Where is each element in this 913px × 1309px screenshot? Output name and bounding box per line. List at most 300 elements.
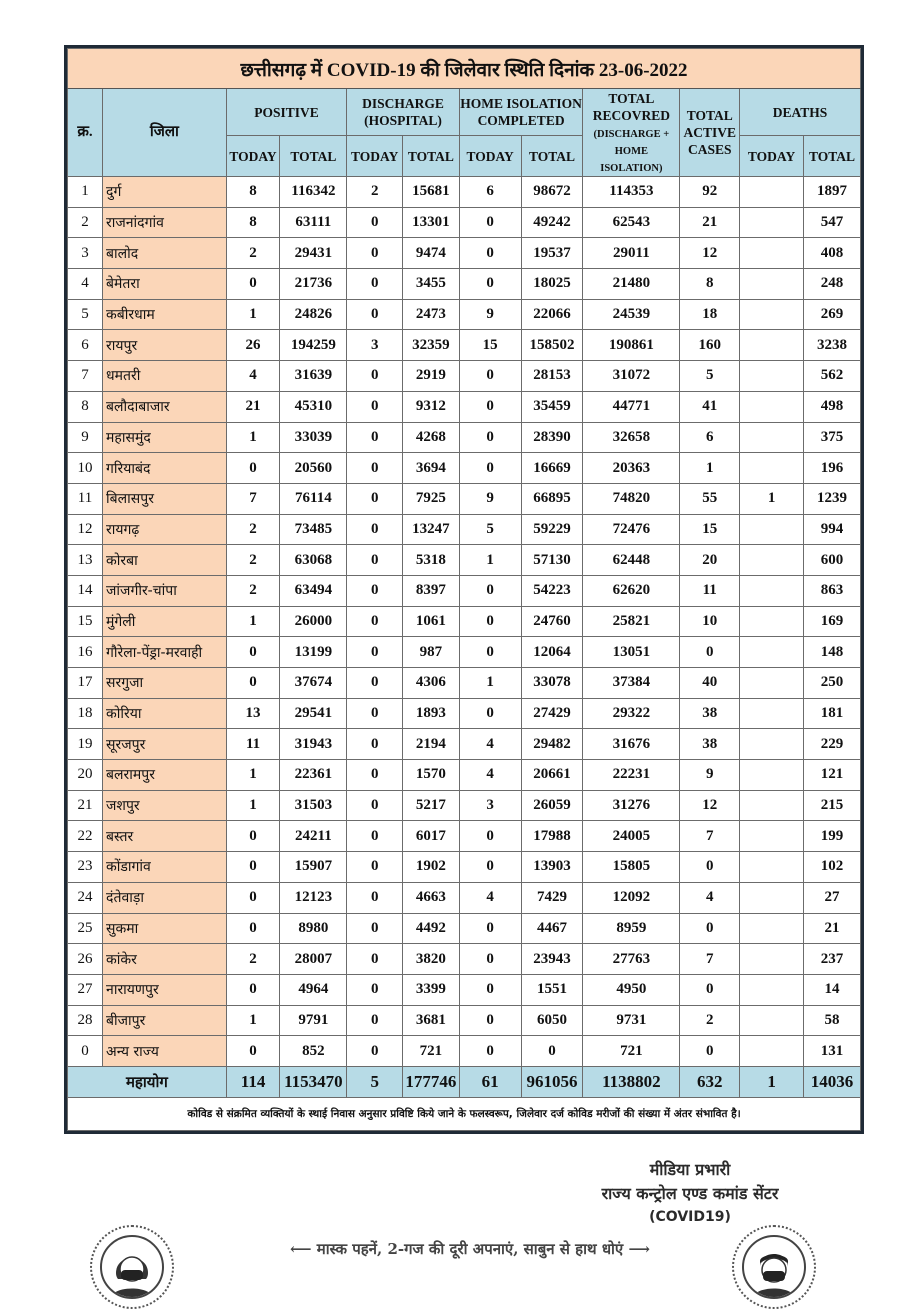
row-recovered: 4950 bbox=[583, 974, 680, 1005]
row-death-today bbox=[740, 1036, 804, 1067]
row-recovered: 20363 bbox=[583, 453, 680, 484]
header-positive-total: TOTAL bbox=[280, 136, 347, 177]
table-row bbox=[68, 790, 861, 821]
row-recovered: 32658 bbox=[583, 422, 680, 453]
row-district: दंतेवाड़ा bbox=[103, 882, 227, 913]
row-active: 20 bbox=[680, 545, 740, 576]
row-hi-total: 57130 bbox=[521, 545, 583, 576]
row-dis-total: 2919 bbox=[403, 361, 460, 392]
row-active: 0 bbox=[680, 913, 740, 944]
header-district: जिला bbox=[103, 89, 227, 177]
row-pos-total: 26000 bbox=[280, 606, 347, 637]
row-sno: 19 bbox=[68, 729, 103, 760]
row-hi-today: 9 bbox=[459, 299, 521, 330]
row-pos-total: 37674 bbox=[280, 668, 347, 699]
row-recovered: 15805 bbox=[583, 852, 680, 883]
total-active: 632 bbox=[680, 1066, 740, 1097]
row-pos-total: 22361 bbox=[280, 760, 347, 791]
row-dis-total: 8397 bbox=[403, 575, 460, 606]
row-pos-today: 0 bbox=[226, 1036, 280, 1067]
woman-mask-badge bbox=[90, 1225, 174, 1309]
row-dis-total: 4663 bbox=[403, 882, 460, 913]
row-death-today bbox=[740, 1005, 804, 1036]
row-district: रायगढ़ bbox=[103, 514, 227, 545]
row-active: 38 bbox=[680, 729, 740, 760]
row-dis-today: 0 bbox=[347, 269, 403, 300]
row-pos-today: 1 bbox=[226, 422, 280, 453]
row-recovered: 114353 bbox=[583, 177, 680, 208]
row-death-today bbox=[740, 698, 804, 729]
table-row bbox=[68, 668, 861, 699]
row-sno: 20 bbox=[68, 760, 103, 791]
row-death-today bbox=[740, 422, 804, 453]
row-pos-total: 9791 bbox=[280, 1005, 347, 1036]
row-active: 1 bbox=[680, 453, 740, 484]
table-row bbox=[68, 729, 861, 760]
table-row bbox=[68, 422, 861, 453]
row-hi-total: 20661 bbox=[521, 760, 583, 791]
row-death-total: 1239 bbox=[804, 483, 861, 514]
row-pos-total: 194259 bbox=[280, 330, 347, 361]
row-dis-total: 15681 bbox=[403, 177, 460, 208]
row-pos-total: 63494 bbox=[280, 575, 347, 606]
row-recovered: 21480 bbox=[583, 269, 680, 300]
header-deaths: DEATHS bbox=[740, 89, 861, 136]
row-dis-today: 0 bbox=[347, 238, 403, 269]
row-recovered: 62543 bbox=[583, 207, 680, 238]
row-death-today bbox=[740, 391, 804, 422]
row-recovered: 72476 bbox=[583, 514, 680, 545]
row-sno: 9 bbox=[68, 422, 103, 453]
row-dis-total: 6017 bbox=[403, 821, 460, 852]
row-dis-total: 13301 bbox=[403, 207, 460, 238]
row-dis-total: 1893 bbox=[403, 698, 460, 729]
row-death-today bbox=[740, 514, 804, 545]
row-pos-today: 0 bbox=[226, 852, 280, 883]
total-pos-total: 1153470 bbox=[280, 1066, 347, 1097]
woman-mask-icon bbox=[102, 1237, 162, 1297]
table-row bbox=[68, 575, 861, 606]
row-active: 40 bbox=[680, 668, 740, 699]
row-death-today bbox=[740, 852, 804, 883]
row-death-total: 131 bbox=[804, 1036, 861, 1067]
row-death-today bbox=[740, 668, 804, 699]
row-active: 10 bbox=[680, 606, 740, 637]
row-hi-today: 0 bbox=[459, 207, 521, 238]
row-hi-today: 0 bbox=[459, 1005, 521, 1036]
row-pos-total: 73485 bbox=[280, 514, 347, 545]
row-pos-total: 63111 bbox=[280, 207, 347, 238]
row-death-total: 562 bbox=[804, 361, 861, 392]
table-row bbox=[68, 207, 861, 238]
row-death-total: 181 bbox=[804, 698, 861, 729]
row-dis-total: 2473 bbox=[403, 299, 460, 330]
row-pos-today: 0 bbox=[226, 637, 280, 668]
table-row bbox=[68, 1005, 861, 1036]
table-row bbox=[68, 606, 861, 637]
row-pos-today: 0 bbox=[226, 974, 280, 1005]
row-dis-today: 0 bbox=[347, 729, 403, 760]
header-recovered-line2: RECOVRED bbox=[592, 108, 670, 123]
row-sno: 14 bbox=[68, 575, 103, 606]
row-death-today bbox=[740, 361, 804, 392]
row-district: कांकेर bbox=[103, 944, 227, 975]
row-hi-total: 26059 bbox=[521, 790, 583, 821]
row-sno: 18 bbox=[68, 698, 103, 729]
row-pos-total: 116342 bbox=[280, 177, 347, 208]
row-district: कोरबा bbox=[103, 545, 227, 576]
row-hi-total: 28153 bbox=[521, 361, 583, 392]
row-death-total: 196 bbox=[804, 453, 861, 484]
row-death-total: 58 bbox=[804, 1005, 861, 1036]
row-recovered: 190861 bbox=[583, 330, 680, 361]
table-row bbox=[68, 238, 861, 269]
row-dis-today: 0 bbox=[347, 545, 403, 576]
row-hi-today: 0 bbox=[459, 1036, 521, 1067]
row-hi-today: 0 bbox=[459, 391, 521, 422]
row-pos-total: 24211 bbox=[280, 821, 347, 852]
row-hi-today: 4 bbox=[459, 760, 521, 791]
row-death-total: 863 bbox=[804, 575, 861, 606]
total-row bbox=[68, 1066, 861, 1097]
row-dis-total: 1061 bbox=[403, 606, 460, 637]
table-row bbox=[68, 974, 861, 1005]
row-sno: 27 bbox=[68, 974, 103, 1005]
row-hi-total: 28390 bbox=[521, 422, 583, 453]
row-hi-today: 5 bbox=[459, 514, 521, 545]
header-total-recovered bbox=[583, 89, 680, 177]
header-discharge-total: TOTAL bbox=[403, 136, 460, 177]
row-dis-total: 9312 bbox=[403, 391, 460, 422]
row-hi-total: 0 bbox=[521, 1036, 583, 1067]
row-dis-total: 3455 bbox=[403, 269, 460, 300]
row-death-total: 102 bbox=[804, 852, 861, 883]
row-sno: 0 bbox=[68, 1036, 103, 1067]
row-pos-total: 33039 bbox=[280, 422, 347, 453]
row-death-today bbox=[740, 177, 804, 208]
signature-line1: मीडिया प्रभारी bbox=[649, 1160, 731, 1179]
district-covid-table bbox=[67, 48, 861, 1131]
header-recovered-line1: TOTAL bbox=[608, 91, 655, 106]
table-row bbox=[68, 299, 861, 330]
row-pos-today: 1 bbox=[226, 606, 280, 637]
table-row bbox=[68, 361, 861, 392]
row-active: 41 bbox=[680, 391, 740, 422]
row-active: 0 bbox=[680, 1036, 740, 1067]
row-active: 7 bbox=[680, 944, 740, 975]
table-row bbox=[68, 821, 861, 852]
row-pos-total: 4964 bbox=[280, 974, 347, 1005]
row-hi-today: 0 bbox=[459, 575, 521, 606]
row-hi-today: 0 bbox=[459, 913, 521, 944]
row-pos-today: 21 bbox=[226, 391, 280, 422]
row-hi-today: 3 bbox=[459, 790, 521, 821]
row-death-today bbox=[740, 330, 804, 361]
signature-block bbox=[540, 1158, 840, 1228]
row-sno: 2 bbox=[68, 207, 103, 238]
row-dis-total: 4306 bbox=[403, 668, 460, 699]
row-sno: 22 bbox=[68, 821, 103, 852]
row-death-today bbox=[740, 821, 804, 852]
row-district: गरियाबंद bbox=[103, 453, 227, 484]
row-pos-total: 31943 bbox=[280, 729, 347, 760]
row-pos-total: 29541 bbox=[280, 698, 347, 729]
row-district: बस्तर bbox=[103, 821, 227, 852]
row-district: मुंगेली bbox=[103, 606, 227, 637]
row-recovered: 29322 bbox=[583, 698, 680, 729]
row-dis-today: 0 bbox=[347, 422, 403, 453]
row-hi-today: 0 bbox=[459, 698, 521, 729]
row-hi-total: 16669 bbox=[521, 453, 583, 484]
row-active: 21 bbox=[680, 207, 740, 238]
row-hi-total: 35459 bbox=[521, 391, 583, 422]
row-hi-total: 59229 bbox=[521, 514, 583, 545]
district-covid-table-container bbox=[64, 45, 864, 1134]
row-hi-total: 158502 bbox=[521, 330, 583, 361]
row-recovered: 31072 bbox=[583, 361, 680, 392]
row-dis-total: 4492 bbox=[403, 913, 460, 944]
row-recovered: 9731 bbox=[583, 1005, 680, 1036]
row-hi-today: 1 bbox=[459, 545, 521, 576]
man-mask-badge bbox=[732, 1225, 816, 1309]
total-death-total: 14036 bbox=[804, 1066, 861, 1097]
row-pos-today: 2 bbox=[226, 238, 280, 269]
row-hi-total: 66895 bbox=[521, 483, 583, 514]
row-sno: 11 bbox=[68, 483, 103, 514]
row-dis-total: 1902 bbox=[403, 852, 460, 883]
row-pos-today: 8 bbox=[226, 207, 280, 238]
row-death-today bbox=[740, 637, 804, 668]
slogan-text: ⟵ मास्क पहनें, 2-गज की दूरी अपनाएं, साबुन से हाथ धोएं ⟶ bbox=[290, 1240, 650, 1258]
row-dis-total: 5217 bbox=[403, 790, 460, 821]
row-district: बीजापुर bbox=[103, 1005, 227, 1036]
row-dis-today: 0 bbox=[347, 913, 403, 944]
row-recovered: 62620 bbox=[583, 575, 680, 606]
row-pos-total: 20560 bbox=[280, 453, 347, 484]
row-pos-today: 1 bbox=[226, 760, 280, 791]
row-pos-today: 1 bbox=[226, 299, 280, 330]
row-pos-today: 0 bbox=[226, 453, 280, 484]
row-recovered: 37384 bbox=[583, 668, 680, 699]
header-positive: POSITIVE bbox=[226, 89, 347, 136]
row-hi-total: 33078 bbox=[521, 668, 583, 699]
row-dis-total: 987 bbox=[403, 637, 460, 668]
row-pos-total: 31503 bbox=[280, 790, 347, 821]
row-sno: 15 bbox=[68, 606, 103, 637]
row-death-today bbox=[740, 760, 804, 791]
row-death-total: 375 bbox=[804, 422, 861, 453]
row-hi-today: 0 bbox=[459, 944, 521, 975]
row-district: बलौदाबाजार bbox=[103, 391, 227, 422]
row-pos-total: 13199 bbox=[280, 637, 347, 668]
row-death-today bbox=[740, 269, 804, 300]
row-pos-today: 0 bbox=[226, 882, 280, 913]
row-hi-total: 7429 bbox=[521, 882, 583, 913]
row-dis-today: 0 bbox=[347, 974, 403, 1005]
row-death-total: 199 bbox=[804, 821, 861, 852]
row-death-today bbox=[740, 299, 804, 330]
row-dis-today: 0 bbox=[347, 852, 403, 883]
table-title: छत्तीसगढ़ में COVID-19 की जिलेवार स्थिति दिनांक 23-06-2022 bbox=[68, 49, 861, 89]
row-death-total: 21 bbox=[804, 913, 861, 944]
row-dis-total: 3399 bbox=[403, 974, 460, 1005]
row-active: 38 bbox=[680, 698, 740, 729]
row-death-today bbox=[740, 453, 804, 484]
row-hi-today: 9 bbox=[459, 483, 521, 514]
row-recovered: 22231 bbox=[583, 760, 680, 791]
row-pos-total: 21736 bbox=[280, 269, 347, 300]
row-active: 12 bbox=[680, 790, 740, 821]
row-death-total: 498 bbox=[804, 391, 861, 422]
row-sno: 23 bbox=[68, 852, 103, 883]
row-hi-total: 23943 bbox=[521, 944, 583, 975]
row-hi-today: 0 bbox=[459, 606, 521, 637]
row-active: 8 bbox=[680, 269, 740, 300]
row-hi-total: 22066 bbox=[521, 299, 583, 330]
row-dis-today: 0 bbox=[347, 575, 403, 606]
row-pos-today: 0 bbox=[226, 821, 280, 852]
row-sno: 1 bbox=[68, 177, 103, 208]
header-active-line3: CASES bbox=[687, 142, 732, 157]
row-dis-today: 3 bbox=[347, 330, 403, 361]
header-recovered-sub1: (DISCHARGE + bbox=[593, 129, 670, 140]
row-pos-today: 2 bbox=[226, 514, 280, 545]
row-active: 6 bbox=[680, 422, 740, 453]
row-dis-today: 0 bbox=[347, 668, 403, 699]
row-recovered: 12092 bbox=[583, 882, 680, 913]
footnote: कोविड से संक्रमित व्यक्तियों के स्थाई निवास अनुसार प्रविष्टि किये जाने के फलस्वरूप, जिलेवार दर्ज कोविड मरीजों की संख्या में अंतर संभावित है। bbox=[68, 1097, 861, 1130]
row-pos-total: 76114 bbox=[280, 483, 347, 514]
row-hi-total: 4467 bbox=[521, 913, 583, 944]
row-dis-today: 0 bbox=[347, 1036, 403, 1067]
total-pos-today: 114 bbox=[226, 1066, 280, 1097]
header-deaths-today: TODAY bbox=[740, 136, 804, 177]
row-death-today bbox=[740, 238, 804, 269]
row-recovered: 8959 bbox=[583, 913, 680, 944]
table-body bbox=[68, 177, 861, 1067]
total-recovered: 1138802 bbox=[583, 1066, 680, 1097]
header-home-line1: HOME ISOLATION bbox=[460, 96, 582, 111]
row-active: 18 bbox=[680, 299, 740, 330]
row-hi-total: 98672 bbox=[521, 177, 583, 208]
row-death-today bbox=[740, 575, 804, 606]
row-hi-total: 19537 bbox=[521, 238, 583, 269]
row-district: सरगुजा bbox=[103, 668, 227, 699]
row-dis-today: 0 bbox=[347, 391, 403, 422]
row-death-total: 600 bbox=[804, 545, 861, 576]
row-district: गौरेला-पेंड्रा-मरवाही bbox=[103, 637, 227, 668]
row-hi-today: 0 bbox=[459, 974, 521, 1005]
row-recovered: 29011 bbox=[583, 238, 680, 269]
row-active: 92 bbox=[680, 177, 740, 208]
table-row bbox=[68, 882, 861, 913]
row-sno: 26 bbox=[68, 944, 103, 975]
total-hi-today: 61 bbox=[459, 1066, 521, 1097]
man-mask-icon bbox=[744, 1237, 804, 1297]
row-active: 4 bbox=[680, 882, 740, 913]
row-death-today bbox=[740, 913, 804, 944]
row-district: जशपुर bbox=[103, 790, 227, 821]
row-death-total: 229 bbox=[804, 729, 861, 760]
row-death-today bbox=[740, 944, 804, 975]
signature-line2: राज्य कन्ट्रोल एण्ड कमांड सेंटर bbox=[601, 1184, 779, 1203]
row-death-today bbox=[740, 606, 804, 637]
row-death-today bbox=[740, 790, 804, 821]
row-pos-today: 26 bbox=[226, 330, 280, 361]
header-discharge-line2: (HOSPITAL) bbox=[364, 113, 442, 128]
row-hi-total: 1551 bbox=[521, 974, 583, 1005]
row-death-today bbox=[740, 207, 804, 238]
row-pos-today: 7 bbox=[226, 483, 280, 514]
row-dis-total: 7925 bbox=[403, 483, 460, 514]
row-death-total: 547 bbox=[804, 207, 861, 238]
header-deaths-total: TOTAL bbox=[804, 136, 861, 177]
row-hi-total: 13903 bbox=[521, 852, 583, 883]
table-row bbox=[68, 391, 861, 422]
row-district: महासमुंद bbox=[103, 422, 227, 453]
row-district: सूरजपुर bbox=[103, 729, 227, 760]
row-recovered: 62448 bbox=[583, 545, 680, 576]
row-dis-total: 721 bbox=[403, 1036, 460, 1067]
row-district: दुर्ग bbox=[103, 177, 227, 208]
row-hi-today: 6 bbox=[459, 177, 521, 208]
row-dis-total: 3820 bbox=[403, 944, 460, 975]
row-sno: 16 bbox=[68, 637, 103, 668]
total-dis-today: 5 bbox=[347, 1066, 403, 1097]
row-dis-today: 0 bbox=[347, 882, 403, 913]
row-pos-total: 31639 bbox=[280, 361, 347, 392]
row-active: 0 bbox=[680, 637, 740, 668]
row-district: नारायणपुर bbox=[103, 974, 227, 1005]
row-dis-total: 4268 bbox=[403, 422, 460, 453]
header-home-isolation bbox=[459, 89, 583, 136]
header-active-line2: ACTIVE bbox=[683, 125, 736, 140]
row-hi-today: 0 bbox=[459, 453, 521, 484]
table-row bbox=[68, 913, 861, 944]
row-death-today bbox=[740, 974, 804, 1005]
row-sno: 21 bbox=[68, 790, 103, 821]
header-home-today: TODAY bbox=[459, 136, 521, 177]
row-hi-total: 49242 bbox=[521, 207, 583, 238]
row-death-today: 1 bbox=[740, 483, 804, 514]
row-sno: 6 bbox=[68, 330, 103, 361]
row-district: बेमेतरा bbox=[103, 269, 227, 300]
row-dis-today: 0 bbox=[347, 944, 403, 975]
row-hi-today: 0 bbox=[459, 422, 521, 453]
total-dis-total: 177746 bbox=[403, 1066, 460, 1097]
header-total-active bbox=[680, 89, 740, 177]
row-dis-today: 0 bbox=[347, 361, 403, 392]
row-hi-today: 0 bbox=[459, 269, 521, 300]
row-district: जांजगीर-चांपा bbox=[103, 575, 227, 606]
row-recovered: 31676 bbox=[583, 729, 680, 760]
row-district: रायपुर bbox=[103, 330, 227, 361]
table-row bbox=[68, 698, 861, 729]
row-death-total: 121 bbox=[804, 760, 861, 791]
header-active-line1: TOTAL bbox=[686, 108, 733, 123]
row-dis-total: 32359 bbox=[403, 330, 460, 361]
row-active: 11 bbox=[680, 575, 740, 606]
row-death-total: 408 bbox=[804, 238, 861, 269]
table-row bbox=[68, 330, 861, 361]
row-pos-today: 0 bbox=[226, 913, 280, 944]
row-pos-today: 1 bbox=[226, 1005, 280, 1036]
row-death-today bbox=[740, 729, 804, 760]
row-death-total: 237 bbox=[804, 944, 861, 975]
row-sno: 3 bbox=[68, 238, 103, 269]
row-dis-today: 0 bbox=[347, 453, 403, 484]
row-recovered: 721 bbox=[583, 1036, 680, 1067]
